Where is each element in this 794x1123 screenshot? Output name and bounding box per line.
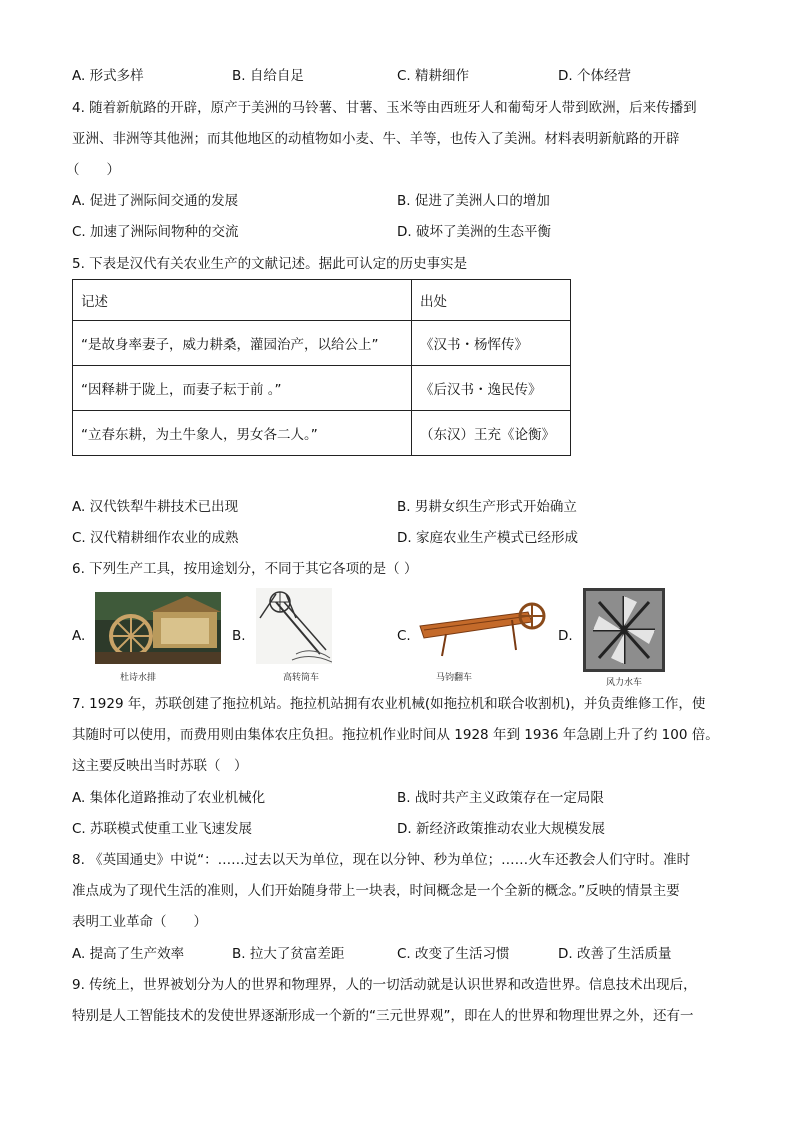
- q7-stem-line3: 这主要反映出当时苏联（ ）: [72, 758, 248, 774]
- caption-c: 马钧翻车: [436, 673, 473, 683]
- chain-water-lift-image: [256, 588, 332, 664]
- q9-stem-line1: 9. 传统上，世界被划分为人的世界和物理界，人的一切活动就是认识世界和改造世界。信息技术出现后，: [72, 977, 697, 993]
- q3-option-b: B. 自给自足: [232, 68, 304, 84]
- table-row: [73, 321, 571, 366]
- q4-option-c: C. 加速了洲际间物种的交流: [72, 224, 239, 240]
- q4-option-b: B. 促进了美洲人口的增加: [397, 193, 550, 209]
- square-pallet-pump-image: [416, 598, 546, 662]
- q3-option-d: D. 个体经营: [558, 68, 631, 84]
- table-cell-record: “是故身率妻子，威力耕桑，灌园治产，以给公上”: [73, 321, 412, 366]
- q8-option-d: D. 改善了生活质量: [558, 946, 672, 962]
- table-cell-source: 《汉书・杨恽传》: [412, 321, 571, 366]
- q3-option-c: C. 精耕细作: [397, 68, 470, 84]
- q6-stem: 6. 下列生产工具，按用途划分，不同于其它各项的是（ ）: [72, 561, 418, 577]
- q6-option-a-letter: A.: [72, 628, 86, 644]
- q4-answer-blank: （ ）: [66, 162, 120, 178]
- q4-stem-line2: 亚洲、非洲等其他洲；而其他地区的动植物如小麦、牛、羊等，也传入了美洲。材料表明新航路的开辟: [72, 131, 680, 147]
- table-header-row: [73, 280, 571, 321]
- table-cell-source: 《后汉书・逸民传》: [412, 366, 571, 411]
- table-row: [73, 366, 571, 411]
- table-cell-source: （东汉）王充《论衡》: [412, 411, 571, 456]
- q5-option-c: C. 汉代精耕细作农业的成熟: [72, 530, 239, 546]
- q4-option-a: A. 促进了洲际间交通的发展: [72, 193, 239, 209]
- q6-option-c-letter: C.: [397, 628, 411, 644]
- q8-stem-line3: 表明工业革命（ ）: [72, 914, 207, 930]
- q4-option-d: D. 破坏了美洲的生态平衡: [397, 224, 551, 240]
- wind-water-wheel-image: [583, 588, 665, 672]
- q9-stem-line2: 特别是人工智能技术的发使世界逐渐形成一个新的“三元世界观”，即在人的世界和物理世界之外，还有一: [72, 1008, 694, 1024]
- table-cell-record: “因释耕于陇上，而妻子耘于前 。”: [73, 366, 412, 411]
- q7-option-d: D. 新经济政策推动农业大规模发展: [397, 821, 605, 837]
- table-header-cell: 记述: [73, 280, 412, 321]
- caption-d: 风力水车: [606, 678, 643, 688]
- q5-option-d: D. 家庭农业生产模式已经形成: [397, 530, 578, 546]
- q5-source-table: [72, 279, 571, 456]
- q8-option-a: A. 提高了生产效率: [72, 946, 185, 962]
- q8-option-c: C. 改变了生活习惯: [397, 946, 510, 962]
- q7-option-a: A. 集体化道路推动了农业机械化: [72, 790, 266, 806]
- q7-option-b: B. 战时共产主义政策存在一定局限: [397, 790, 604, 806]
- q5-stem: 5. 下表是汉代有关农业生产的文献记述。据此可认定的历史事实是: [72, 256, 468, 272]
- q5-option-b: B. 男耕女织生产形式开始确立: [397, 499, 577, 515]
- q6-option-b-letter: B.: [232, 628, 246, 644]
- table-cell-record: “立春东耕，为土牛象人，男女各二人。”: [73, 411, 412, 456]
- q6-option-d-letter: D.: [558, 628, 573, 644]
- caption-a: 杜诗水排: [120, 673, 157, 683]
- table-row: [73, 411, 571, 456]
- water-bellows-image: [95, 592, 221, 664]
- caption-b: 高转筒车: [283, 673, 320, 683]
- q5-option-a: A. 汉代铁犁牛耕技术已出现: [72, 499, 239, 515]
- q8-stem-line1: 8. 《英国通史》中说“：……过去以天为单位，现在以分钟、秒为单位；……火车还教会人们守时。准时: [72, 852, 691, 868]
- q4-stem-line1: 4. 随着新航路的开辟，原产于美洲的马铃薯、甘薯、玉米等由西班牙人和葡萄牙人带到欧洲，后来传播到: [72, 100, 697, 116]
- q8-option-b: B. 拉大了贫富差距: [232, 946, 345, 962]
- q7-stem-line2: 其随时可以使用，而费用则由集体农庄负担。拖拉机作业时间从 1928 年到 1936 年急剧上升了约 100 倍。: [72, 727, 719, 743]
- q8-stem-line2: 准点成为了现代生活的准则，人们开始随身带上一块表，时间概念是一个全新的概念。”反映的情景主要: [72, 883, 680, 899]
- q7-stem-line1: 7. 1929 年，苏联创建了拖拉机站。拖拉机站拥有农业机械(如拖拉机和联合收割机)，并负责维修工作，使: [72, 696, 706, 712]
- table-header-cell: 出处: [412, 280, 571, 321]
- q3-option-a: A. 形式多样: [72, 68, 144, 84]
- q7-option-c: C. 苏联模式使重工业飞速发展: [72, 821, 253, 837]
